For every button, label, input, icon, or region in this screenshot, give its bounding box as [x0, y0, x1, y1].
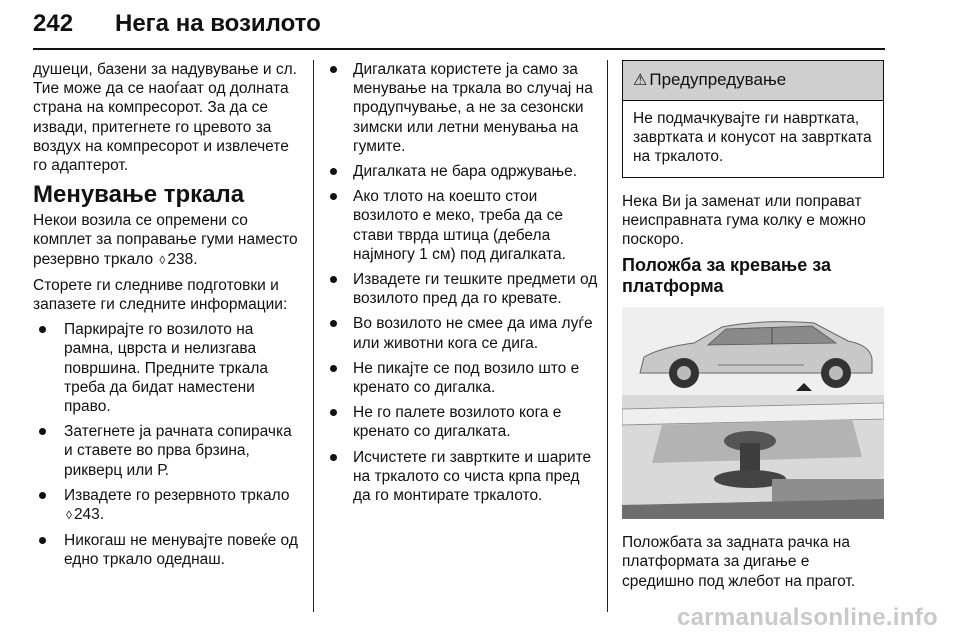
column-divider-2	[607, 60, 608, 612]
illustration-caption: Положбата за задната рачка на платформата за дигање е средишно под жлебот на прагот.	[622, 534, 856, 590]
warning-triangle-icon: ⚠	[633, 72, 648, 89]
column-middle	[328, 60, 600, 511]
jack-instructions-list	[328, 60, 600, 505]
watermark: carmanualsonline.info	[676, 604, 938, 631]
list-item: Не пикајте се под возило што е кренато со дигалка.	[328, 359, 600, 397]
repair-kit-paragraph: Некои возила се опремени со комплет за поправање гуми наместо резервно тркало ◊ 238.	[33, 211, 303, 270]
bullet-icon	[330, 454, 337, 461]
bullet-icon	[330, 168, 337, 175]
replace-tyre-paragraph: Нека Ви ја заменат или поправат неисправната гума колку е можно поскоро.	[622, 192, 866, 249]
preparations-paragraph: Сторете ги следниве подготовки и запазете ги следните информации:	[33, 276, 288, 314]
page-ref-icon: ◊	[159, 252, 166, 267]
intro-paragraph: душеци, базени за надувување и сл. Тие може да се наоѓаат од долната страна на компресорот. За да се извади, притегнете го цревото за воздух на компресорот и извлечете го адаптерот.	[33, 61, 297, 175]
list-item: Дигалката не бара одржување.	[328, 162, 600, 181]
page-ref-link[interactable]: 238.	[167, 250, 198, 268]
page-ref-link[interactable]: 243.	[73, 506, 105, 524]
column-divider-1	[313, 60, 314, 612]
bullet-icon	[39, 492, 46, 499]
warning-body: Не подмачкувајте ги навртката, завртката и конусот на завртката на тркалото.	[633, 110, 872, 166]
list-item: Во возилото не смее да има луѓе или животни кога се дига.	[328, 314, 600, 352]
warning-header	[623, 61, 883, 101]
column-left	[33, 60, 303, 576]
lifting-point-illustration	[622, 307, 884, 519]
bullet-icon	[330, 409, 337, 416]
column-right	[622, 60, 884, 597]
bullet-icon	[39, 428, 46, 435]
bullet-icon	[39, 326, 46, 333]
list-item: Не го палете возилото кога е кренато со дигалката.	[328, 403, 600, 441]
page-ref-icon: ◊	[66, 508, 72, 523]
list-item: Ако тлото на коешто стои возилото е меко, треба да се стави тврда штица (дебела најмногу 1 см) под дигалката.	[328, 187, 600, 264]
bullet-icon	[330, 320, 337, 327]
page-number: 242	[33, 10, 74, 37]
section-title: Менување тркала	[33, 181, 245, 209]
bullet-icon	[39, 537, 46, 544]
list-item: Извадете ги тешките предмети од возилото пред да го кревате.	[328, 270, 600, 308]
bullet-icon	[330, 66, 337, 73]
page-header	[33, 10, 885, 46]
list-item: Никогаш не менувајте повеќе од едно тркало одеднаш.	[37, 531, 303, 569]
bullet-icon	[330, 365, 337, 372]
list-item: Извадете го резервното тркало ◊ 243.	[37, 486, 303, 525]
list-item: Затегнете ја рачната сопирачка и ставете во прва брзина, рикверц или Р.	[37, 422, 303, 480]
preparations-list	[33, 320, 303, 569]
bullet-icon	[330, 276, 337, 283]
list-item: Дигалката користете ја само за менување на тркала во случај на продупчување, а не за сезонски зимски или летни менувања на гумите.	[328, 60, 600, 156]
bullet-icon	[330, 193, 337, 200]
list-item: Исчистете ги завртките и шарите на тркалото со чиста крпа пред да го монтирате тркалото.	[328, 448, 600, 506]
header-rule	[33, 48, 885, 50]
page-title: Нега на возилото	[115, 10, 321, 37]
warning-title: Предупредување	[649, 70, 787, 89]
subsection-title: Положба за кревање за платформа	[622, 255, 831, 297]
warning-box	[622, 60, 884, 178]
list-item: Паркирајте го возилото на рамна, цврста и нелизгава површина. Предните тркала треба да бидат наместени право.	[37, 320, 303, 416]
